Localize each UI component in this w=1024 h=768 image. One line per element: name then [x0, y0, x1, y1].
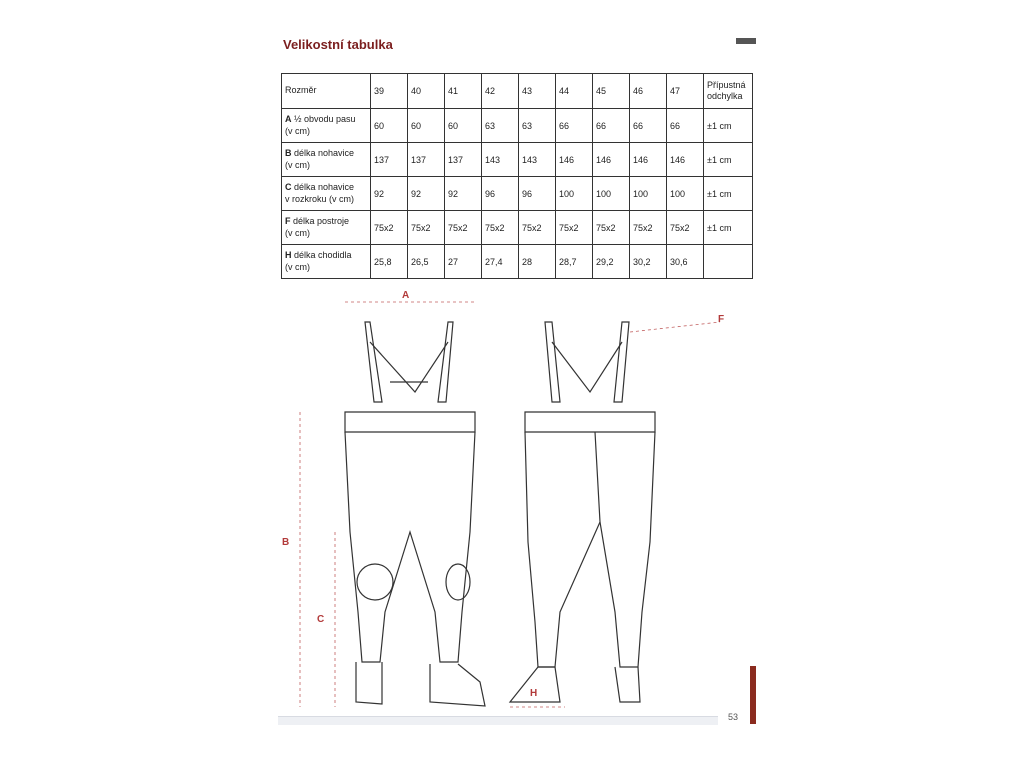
- table-row: [282, 177, 753, 211]
- row-letter: B: [285, 148, 292, 159]
- table-cell: 92: [371, 177, 408, 211]
- table-cell: 137: [371, 143, 408, 177]
- front-knee-left: [357, 564, 393, 600]
- table-cell: 28: [519, 245, 556, 279]
- dimension-label-h: H: [530, 688, 538, 699]
- row-unit: (v cm): [285, 227, 310, 238]
- table-cell: 75x2: [445, 211, 482, 245]
- row-label: [282, 245, 371, 279]
- header-size: 41: [445, 74, 482, 109]
- table-cell: 143: [519, 143, 556, 177]
- tolerance-line: odchylka: [707, 91, 743, 101]
- table-cell: 92: [445, 177, 482, 211]
- page-number: 53: [728, 712, 739, 722]
- table-cell: 100: [630, 177, 667, 211]
- table-cell: 26,5: [408, 245, 445, 279]
- back-waistband: [525, 412, 655, 432]
- header-size: 45: [593, 74, 630, 109]
- row-label: [282, 177, 371, 211]
- row-unit: (v cm): [285, 159, 310, 170]
- tolerance-cell: ±1 cm: [704, 211, 753, 245]
- table-cell: 28,7: [556, 245, 593, 279]
- front-waistband: [345, 412, 475, 432]
- row-text: délka nohavice: [291, 148, 355, 159]
- table-cell: 30,2: [630, 245, 667, 279]
- table-cell: 63: [519, 109, 556, 143]
- table-cell: 146: [667, 143, 704, 177]
- table-cell: 75x2: [519, 211, 556, 245]
- back-strap-right: [614, 322, 629, 402]
- front-boot-left: [356, 662, 382, 704]
- back-body-left: [525, 432, 600, 667]
- front-strap-right: [438, 322, 453, 402]
- row-unit: v rozkroku (v cm): [285, 193, 355, 204]
- table-row: [282, 143, 753, 177]
- table-cell: 25,8: [371, 245, 408, 279]
- back-strap-left: [545, 322, 560, 402]
- table-row: [282, 211, 753, 245]
- table-cell: 63: [482, 109, 519, 143]
- table-cell: 60: [408, 109, 445, 143]
- front-knee-right: [446, 564, 470, 600]
- scan-edge: [278, 716, 718, 725]
- table-cell: 60: [445, 109, 482, 143]
- row-text: ½ obvodu pasu: [291, 114, 356, 125]
- back-boot-right: [615, 667, 640, 702]
- row-letter: H: [285, 250, 292, 261]
- table-cell: 30,6: [667, 245, 704, 279]
- table-cell: 137: [408, 143, 445, 177]
- corner-marker: [736, 38, 756, 44]
- table-cell: 146: [630, 143, 667, 177]
- table-cell: 66: [556, 109, 593, 143]
- table-cell: 100: [593, 177, 630, 211]
- dimension-label-f: F: [718, 314, 725, 325]
- table-cell: 75x2: [593, 211, 630, 245]
- table-header-row: [282, 74, 753, 109]
- row-letter: C: [285, 182, 292, 193]
- back-strap-cross: [552, 342, 622, 392]
- row-unit: (v cm): [285, 125, 310, 136]
- tolerance-cell: [704, 245, 753, 279]
- header-size: 40: [408, 74, 445, 109]
- table-cell: 92: [408, 177, 445, 211]
- front-boot-right: [430, 664, 485, 706]
- table-cell: 60: [371, 109, 408, 143]
- table-cell: 66: [630, 109, 667, 143]
- tolerance-cell: ±1 cm: [704, 143, 753, 177]
- row-text: délka nohavice: [291, 182, 355, 193]
- table-cell: 75x2: [482, 211, 519, 245]
- table-cell: 143: [482, 143, 519, 177]
- side-accent-bar: [750, 666, 756, 724]
- dimension-f-line: [630, 322, 720, 332]
- header-size: 44: [556, 74, 593, 109]
- size-table: [281, 73, 753, 279]
- tolerance-cell: ±1 cm: [704, 177, 753, 211]
- dimension-label-c: C: [317, 614, 325, 625]
- wader-diagram: [270, 282, 770, 722]
- row-letter: F: [285, 216, 291, 227]
- table-cell: 66: [667, 109, 704, 143]
- header-tolerance: [704, 74, 753, 109]
- row-text: délka postroje: [290, 216, 350, 227]
- tolerance-cell: ±1 cm: [704, 109, 753, 143]
- table-cell: 146: [556, 143, 593, 177]
- dimension-label-b: B: [282, 537, 290, 548]
- table-cell: 75x2: [667, 211, 704, 245]
- table-cell: 75x2: [371, 211, 408, 245]
- header-label: Rozměr: [282, 74, 371, 109]
- table-row: [282, 109, 753, 143]
- front-strap-left: [365, 322, 382, 402]
- row-label: [282, 143, 371, 177]
- header-size: 42: [482, 74, 519, 109]
- wader-illustration: [270, 282, 770, 722]
- tolerance-line: Přípustná: [707, 79, 746, 90]
- row-text: délka chodidla: [291, 250, 352, 261]
- front-body: [345, 432, 475, 662]
- table-cell: 27,4: [482, 245, 519, 279]
- table-cell: 100: [556, 177, 593, 211]
- header-size: 46: [630, 74, 667, 109]
- row-label: [282, 109, 371, 143]
- header-size: 43: [519, 74, 556, 109]
- row-label: [282, 211, 371, 245]
- table-cell: 96: [519, 177, 556, 211]
- front-strap-cross: [370, 342, 448, 392]
- table-cell: 27: [445, 245, 482, 279]
- dimension-label-a: A: [402, 290, 410, 301]
- table-cell: 100: [667, 177, 704, 211]
- table-cell: 96: [482, 177, 519, 211]
- table-row: [282, 245, 753, 279]
- page-title: Velikostní tabulka: [283, 37, 393, 52]
- row-unit: (v cm): [285, 261, 310, 272]
- table-cell: 146: [593, 143, 630, 177]
- table-cell: 75x2: [556, 211, 593, 245]
- header-size: 47: [667, 74, 704, 109]
- row-letter: A: [285, 114, 292, 125]
- table-cell: 29,2: [593, 245, 630, 279]
- back-body-right: [600, 432, 655, 667]
- table-cell: 66: [593, 109, 630, 143]
- table-cell: 137: [445, 143, 482, 177]
- table-cell: 75x2: [408, 211, 445, 245]
- header-size: 39: [371, 74, 408, 109]
- table-cell: 75x2: [630, 211, 667, 245]
